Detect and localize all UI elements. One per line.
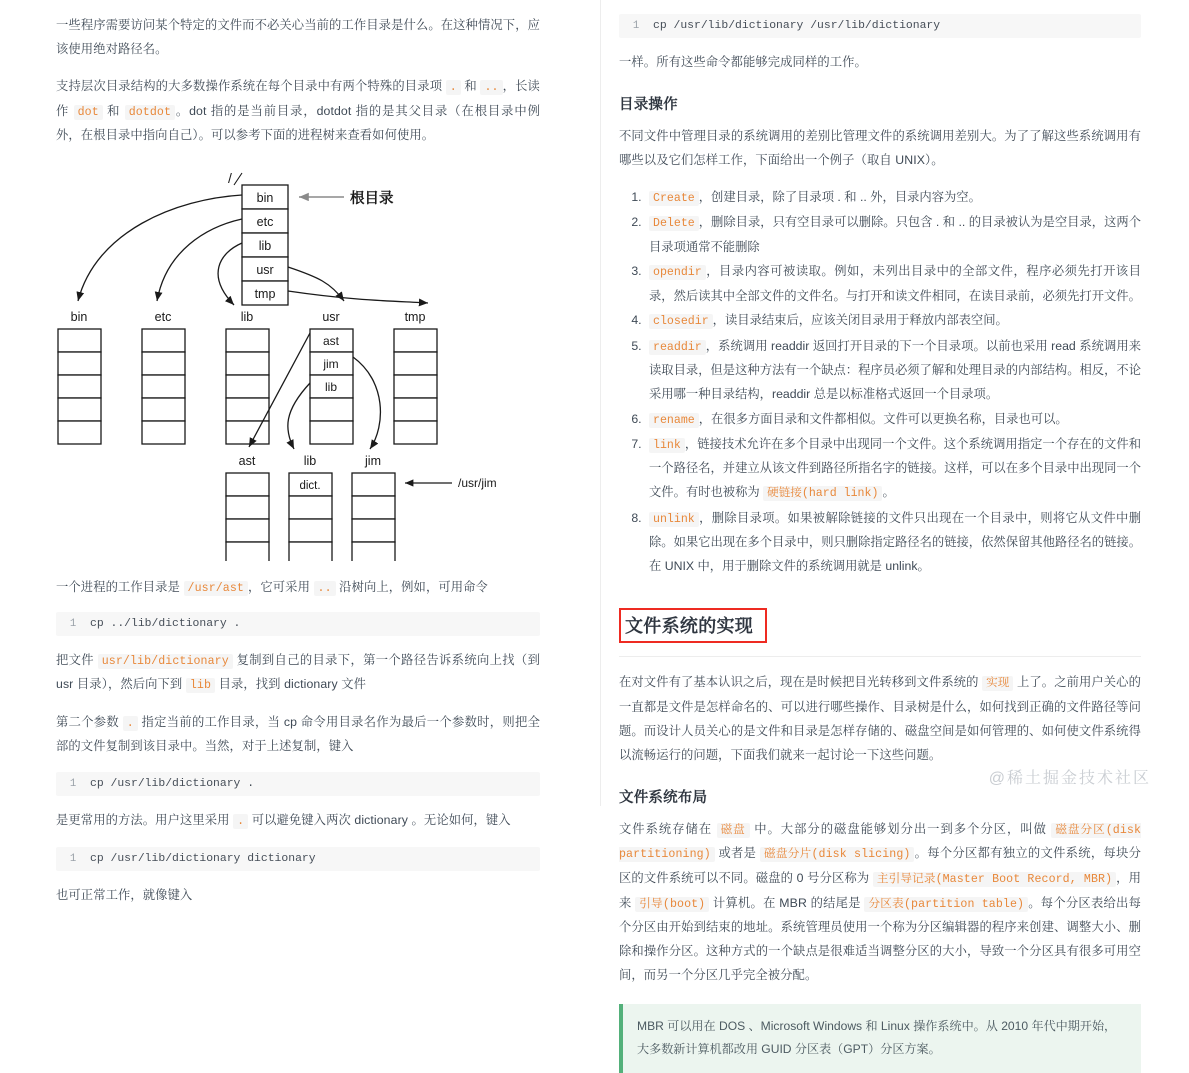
code-block-cp-relative[interactable] xyxy=(56,612,540,636)
heading-directory-operations: 目录操作 xyxy=(619,96,678,113)
svg-text:dict.: dict. xyxy=(299,480,321,493)
list-item xyxy=(645,507,1141,579)
inline-code-implementation: 实现 xyxy=(982,676,1013,691)
svg-text:tmp: tmp xyxy=(404,310,426,325)
figure-directory-tree xyxy=(56,161,540,566)
paragraph-text: 一些程序需要访问某个特定的文件而不必关心当前的工作目录是什么。在这种情况下，应该使用绝对路径名。 xyxy=(56,18,540,56)
text-run: 沿树向上，例如，可用命令 xyxy=(339,580,488,595)
text-run: 支持层次目录结构的大多数操作系统在每个目录中有两个特殊的目录项 xyxy=(56,78,443,93)
paragraph-working-dir xyxy=(56,576,540,601)
paragraph-absolute-path xyxy=(56,14,540,62)
inline-code-opendir: opendir xyxy=(649,265,706,280)
svg-text:lib: lib xyxy=(240,310,254,325)
text-run: 上了。之前用户关心的一直都是文件是怎样命名的、可以进行哪些操作、目录树是什么，如何找到正确的文件路径等问题。而设计人员关心的是文件和目录是怎样存储的、磁盘空间是如何管理的、如何使文件系统得以流畅运行的问题，下面我们就来一起讨论一下这些问题。 xyxy=(619,675,1141,762)
svg-text:tmp: tmp xyxy=(254,287,276,302)
list-item-text-tail: 。 xyxy=(882,485,895,500)
inline-code-dot: . xyxy=(446,80,461,95)
directory-tree-svg xyxy=(56,161,540,561)
watermark: @稀土掘金技术社区 xyxy=(988,770,1151,787)
svg-text:根目录: 根目录 xyxy=(350,191,394,208)
text-run: 也可正常工作，就像键入 xyxy=(56,888,193,903)
svg-text:/usr/jim: /usr/jim xyxy=(458,476,497,491)
list-item xyxy=(645,211,1141,259)
list-item-text: ，读目录结束后，应该关闭目录用于释放内部表空间。 xyxy=(712,313,1008,328)
svg-text:jim: jim xyxy=(365,454,381,469)
text-run: 中。大部分的磁盘能够划分出一到多个分区，叫做 xyxy=(754,821,1047,836)
inline-code-dotdot: .. xyxy=(480,80,502,95)
inline-code-partition-table: 分区表(partition table) xyxy=(864,897,1028,912)
text-run: 。每个分区都有独立的文件系统，每块分区的文件系统可以不同。磁盘的 0 号分区称为 xyxy=(619,846,1141,885)
inline-code-disk: 磁盘 xyxy=(717,823,750,838)
line-number: 1 xyxy=(69,778,77,791)
inline-code-rename: rename xyxy=(649,413,699,428)
paragraph-dot-dotdot xyxy=(56,75,540,148)
code-text: cp /usr/lib/dictionary /usr/lib/dictionary xyxy=(653,20,941,32)
text-run: 把文件 xyxy=(56,652,94,667)
paragraph-fs-layout xyxy=(619,818,1141,988)
text-run: 或者是 xyxy=(718,846,757,861)
list-item-text: ，目录内容可被读取。例如，未列出目录中的全部文件，程序必须先打开该目录，然后读其中全部文件的文件名。与打开和读文件相同，在读目录前，必须先打开文件。 xyxy=(649,264,1141,303)
list-item-text: ，删除目录项。如果被解除链接的文件只出现在一个目录中，则将它从文件中删除。如果它出现在多个目录中，则只删除指定路径名的链接，依然保留其他路径名的链接。在 UNIX 中，用于删除文件的系统调用就是 unlink。 xyxy=(649,510,1141,573)
inline-code-dot-word: dot xyxy=(74,105,103,120)
inline-code-lib: lib xyxy=(186,678,215,693)
text-run: ，长读作 xyxy=(56,78,540,118)
paragraph-common-method xyxy=(56,809,540,834)
code-text: cp /usr/lib/dictionary . xyxy=(90,778,255,791)
text-run: 一个进程的工作目录是 xyxy=(56,580,180,595)
text-run: 第二个参数 xyxy=(56,714,120,729)
inline-code-disk-slicing: 磁盘分片(disk slicing) xyxy=(760,847,915,862)
text-run: 和 xyxy=(464,78,477,93)
svg-text:usr: usr xyxy=(256,263,274,278)
line-number: 1 xyxy=(69,617,77,630)
list-item-text: ，系统调用 readdir 返回打开目录的下一个目录项。以前也采用 read 系统调用来读取目录，但是这种方法有一个缺点：程序员必须了解和处理目录的内部结构。相反，不论采用哪一种目录结构，readdir 总是以标准格式返回一个目录项。 xyxy=(649,338,1141,401)
text-run: 不同文件中管理目录的系统调用的差别比管理文件的系统调用差别大。为了了解这些系统调用有哪些以及它们怎样工作，下面给出一个例子（取自 UNIX）。 xyxy=(619,128,1141,167)
inline-code-dotdot-word: dotdot xyxy=(125,105,175,120)
inline-code-create: Create xyxy=(649,191,699,206)
svg-text:jim: jim xyxy=(323,357,339,372)
text-run: 复制到自己的目录下，第一个路径告诉系统向上找（到 usr 目录），然后向下到 xyxy=(56,652,540,692)
list-item xyxy=(645,408,1141,432)
list-item xyxy=(645,260,1141,308)
inline-code-mbr: 主引导记录(Master Boot Record, MBR) xyxy=(873,872,1116,887)
svg-text:/: / xyxy=(228,170,232,187)
inline-code-closedir: closedir xyxy=(649,314,713,329)
paragraph-copy-explain xyxy=(56,649,540,698)
text-run: 在对文件有了基本认识之后，现在是时候把目光转移到文件系统的 xyxy=(619,675,979,690)
inline-code-delete: Delete xyxy=(649,216,699,231)
svg-text:ast: ast xyxy=(322,334,340,349)
paragraph-syscall-intro xyxy=(619,125,1141,173)
left-column xyxy=(0,0,600,903)
text-run: 可以避免键入两次 dictionary 。无论如何，键入 xyxy=(251,813,511,828)
code-block-cp-absolute[interactable] xyxy=(56,772,540,796)
text-run: 指定当前的工作目录，当 cp 命令用目录名作为最后一个参数时，则把全部的文件复制到该目录中。当然，对于上述复制，键入 xyxy=(56,714,540,754)
line-number: 1 xyxy=(69,853,77,866)
text-run: 和 xyxy=(107,103,121,118)
list-item-text: ，在很多方面目录和文件都相似。文件可以更换名称，目录也可以。 xyxy=(698,411,1068,426)
text-run: 是更常用的方法。用户这里采用 xyxy=(56,813,230,828)
text-run: 一样。所有这些命令都能够完成同样的工作。 xyxy=(619,55,867,69)
list-item-text: ，删除目录，只有空目录可以删除。只包含 . 和 .. 的目录被认为是空目录，这两个目录项通常不能删除 xyxy=(649,215,1141,254)
svg-text:usr: usr xyxy=(322,310,340,325)
inline-code-hard-link: 硬链接(hard link) xyxy=(763,486,882,501)
svg-text:etc: etc xyxy=(154,310,172,325)
inline-code-boot: 引导(boot) xyxy=(635,897,709,912)
text-run: ，它可采用 xyxy=(247,580,310,595)
syscall-list xyxy=(619,186,1141,578)
svg-text:ast: ast xyxy=(238,454,256,469)
code-text: cp /usr/lib/dictionary dictionary xyxy=(90,853,316,866)
heading-filesystem-implementation: 文件系统的实现 xyxy=(619,608,767,643)
code-text: cp ../lib/dictionary . xyxy=(90,617,241,630)
paragraph-second-arg xyxy=(56,711,540,760)
inline-code-usr-ast: /usr/ast xyxy=(184,581,248,596)
svg-text:lib: lib xyxy=(324,380,338,395)
code-block-cp-named[interactable] xyxy=(56,847,540,871)
inline-code-dotdot-2: .. xyxy=(314,581,336,596)
inline-code-unlink: unlink xyxy=(649,512,699,527)
list-item xyxy=(645,433,1141,505)
list-item xyxy=(645,309,1141,333)
inline-code-usr-lib-dictionary: usr/lib/dictionary xyxy=(98,654,233,669)
list-item-text: ，链接技术允许在多个目录中出现同一个文件。这个系统调用指定一个存在的文件和一个路径名，并建立从该文件到路径所指名字的链接。这样，可以在多个目录中出现同一个文件。有时也被称为 xyxy=(649,437,1141,500)
line-number: 1 xyxy=(632,20,640,32)
callout-text: MBR 可以用在 DOS 、Microsoft Windows 和 Linux 操作系统中。从 2010 年代中期开始，大多数新计算机都改用 GUID 分区表（GPT）分区方案。 xyxy=(637,1019,1117,1057)
list-item xyxy=(645,186,1141,210)
text-run: 目录，找到 dictionary 文件 xyxy=(218,677,367,692)
heading-filesystem-layout: 文件系统布局 xyxy=(619,789,708,806)
paragraph-same-effect xyxy=(619,51,1141,75)
right-column xyxy=(601,0,1189,1057)
inline-code-disk-partitioning: 磁盘分区(disk partitioning) xyxy=(619,823,1141,862)
paragraph-fs-impl-intro xyxy=(619,671,1141,768)
inline-code-readdir: readdir xyxy=(649,340,706,355)
text-run: 。每个分区表给出每个分区由开始到结束的地址。系统管理员使用一个称为分区编辑器的程序来创建、调整大小、删除和操作分区。这种方式的一个缺点是很难适当调整分区的大小，导致一个分区具有很多可用空间，而另一个分区几乎完全被分配。 xyxy=(619,895,1141,983)
list-item xyxy=(645,335,1141,407)
inline-code-dot-3: . xyxy=(233,814,248,829)
code-block-cp-full[interactable] xyxy=(619,14,1141,38)
heading-underline xyxy=(619,656,1141,657)
callout-mbr-note xyxy=(619,1004,1141,1072)
svg-text:lib: lib xyxy=(258,239,272,254)
text-run: ，用来 xyxy=(619,871,1141,910)
svg-text:bin: bin xyxy=(256,191,274,206)
text-run: 文件系统存储在 xyxy=(619,821,713,836)
svg-text:bin: bin xyxy=(70,310,88,325)
text-run: 计算机。在 MBR 的结尾是 xyxy=(712,895,861,910)
text-run: 。dot 指的是当前目录，dotdot 指的是其父目录（在根目录中例外，在根目录中指向自己）。可以参考下面的进程树来查看如何使用。 xyxy=(56,103,540,143)
inline-code-link: link xyxy=(649,438,685,453)
list-item-text: ，创建目录，除了目录项 . 和 .. 外，目录内容为空。 xyxy=(698,189,981,204)
paragraph-also-works xyxy=(56,884,540,908)
inline-code-dot-2: . xyxy=(123,716,138,731)
svg-text:etc: etc xyxy=(256,215,274,230)
svg-text:lib: lib xyxy=(303,454,317,469)
